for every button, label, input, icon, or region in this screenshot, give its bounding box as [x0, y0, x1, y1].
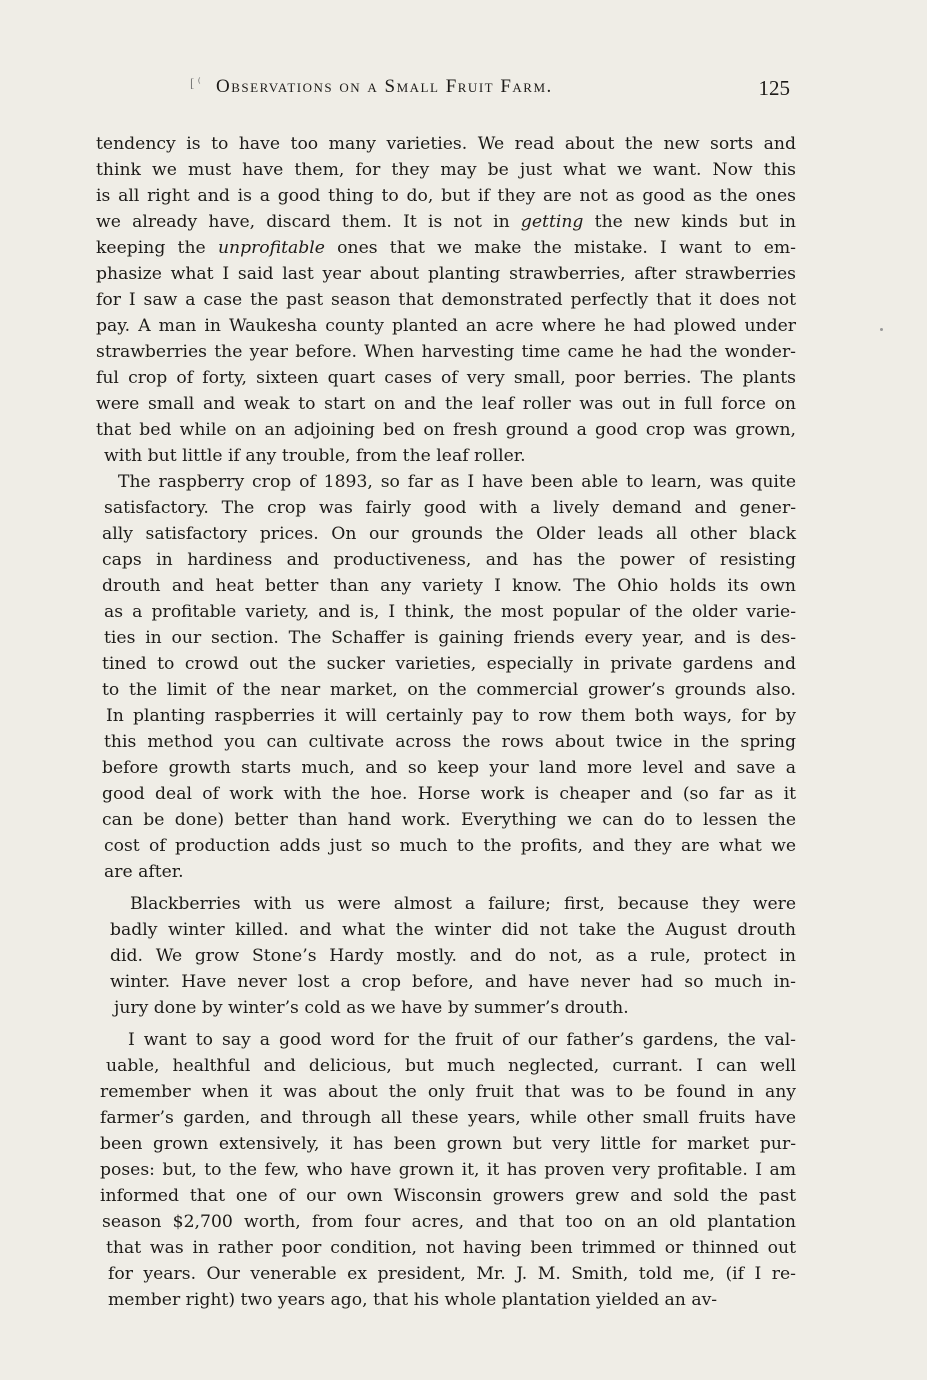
text-line: as a profitable variety, and is, I think, the most popular of the older varie- [104, 602, 796, 622]
text-line: member right) two years ago, that his whole plantation yielded an av- [108, 1290, 718, 1310]
text-line: can be done) better than hand work. Everything we can do to lessen the [102, 810, 796, 830]
text-line: pay. A man in Waukesha county planted an acre where he had plowed under [96, 316, 796, 336]
italic-word: getting [520, 212, 584, 232]
text-line: are after. [104, 862, 184, 882]
text-line: satisfactory. The crop was fairly good with a lively demand and gener- [104, 498, 796, 518]
text-line: been grown extensively, it has been grown but very little for market pur- [100, 1134, 796, 1154]
text-line: ties in our section. The Schaffer is gaining friends every year, and is des- [104, 628, 796, 648]
text-line: strawberries the year before. When harvesting time came he had the wonder- [96, 342, 796, 362]
text-line: poses: but, to the few, who have grown it, it has proven very profitable. I am [100, 1160, 796, 1180]
text-line: is all right and is a good thing to do, but if they are not as good as the ones [96, 186, 796, 206]
text-line: this method you can cultivate across the rows about twice in the spring [104, 732, 796, 752]
text-line: did. We grow Stone’s Hardy mostly. and do not, as a rule, protect in [110, 946, 796, 966]
text-line: tined to crowd out the sucker varieties, especially in private gardens and [102, 654, 796, 674]
text-line: before growth starts much, and so keep your land more level and save a [102, 758, 796, 778]
paragraph [96, 1027, 796, 1313]
page-number: 125 [758, 76, 790, 100]
text-line: Blackberries with us were almost a failure; first, because they were [130, 894, 796, 914]
paragraph [96, 469, 796, 885]
text-line: season $2,700 worth, from four acres, and that too on an old plantation [102, 1212, 796, 1232]
text-line: The raspberry crop of 1893, so far as I have been able to learn, was quite [118, 472, 796, 492]
text-line: farmer’s garden, and through all these years, while other small fruits have [100, 1108, 796, 1128]
text-line: informed that one of our own Wisconsin growers grew and sold the past [100, 1186, 796, 1206]
text-line: to the limit of the near market, on the commercial grower’s grounds also. [102, 680, 796, 700]
print-speck [880, 328, 883, 331]
text-line: ally satisfactory prices. On our grounds the Older leads all other black [102, 524, 796, 544]
page-body [96, 131, 796, 1313]
text-line: caps in hardiness and productiveness, and has the power of resisting [102, 550, 796, 570]
text-line: uable, healthful and delicious, but much neglected, currant. I can well [106, 1056, 796, 1076]
paragraph [96, 131, 796, 469]
text-line: for years. Our venerable ex president, Mr. J. M. Smith, told me, (if I re- [108, 1264, 796, 1284]
text-line: ful crop of forty, sixteen quart cases of very small, poor berries. The plants [96, 368, 796, 388]
text-line: winter. Have never lost a crop before, and have never had so much in- [110, 972, 796, 992]
text-line: think we must have them, for they may be just what we want. Now this [96, 160, 796, 180]
text-line: In planting raspberries it will certainly pay to row them both ways, for by [106, 706, 796, 726]
running-header [190, 76, 790, 106]
text-line: keeping the unprofitable ones that we make the mistake. I want to em- [96, 238, 796, 258]
text-line: with but little if any trouble, from the leaf roller. [104, 446, 526, 466]
margin-mark: [ ⁽ [190, 75, 201, 90]
text-line: that was in rather poor condition, not having been trimmed or thinned out [106, 1238, 796, 1258]
text-line: remember when it was about the only fruit that was to be found in any [100, 1082, 796, 1102]
text-line: tendency is to have too many varieties. We read about the new sorts and [96, 134, 796, 154]
text-line: jury done by winter’s cold as we have by summer’s drouth. [114, 998, 629, 1018]
text-line: cost of production adds just so much to the profits, and they are what we [104, 836, 796, 856]
italic-word: unprofitable [217, 238, 325, 258]
paragraph [96, 891, 796, 1021]
text-line: phasize what I said last year about planting strawberries, after strawberries [96, 264, 796, 284]
text-line: I want to say a good word for the fruit of our father’s gardens, the val- [128, 1030, 796, 1050]
text-line: we already have, discard them. It is not in getting the new kinds but in [96, 212, 796, 232]
text-line: that bed while on an adjoining bed on fresh ground a good crop was grown, [96, 420, 796, 440]
text-line: for I saw a case the past season that demonstrated perfectly that it does not [96, 290, 796, 310]
text-line: were small and weak to start on and the leaf roller was out in full force on [96, 394, 796, 414]
text-line: good deal of work with the hoe. Horse work is cheaper and (so far as it [102, 784, 796, 804]
text-line: drouth and heat better than any variety I know. The Ohio holds its own [102, 576, 796, 596]
text-line: badly winter killed. and what the winter did not take the August drouth [110, 920, 796, 940]
running-title: Observations on a Small Fruit Farm. [216, 76, 553, 97]
